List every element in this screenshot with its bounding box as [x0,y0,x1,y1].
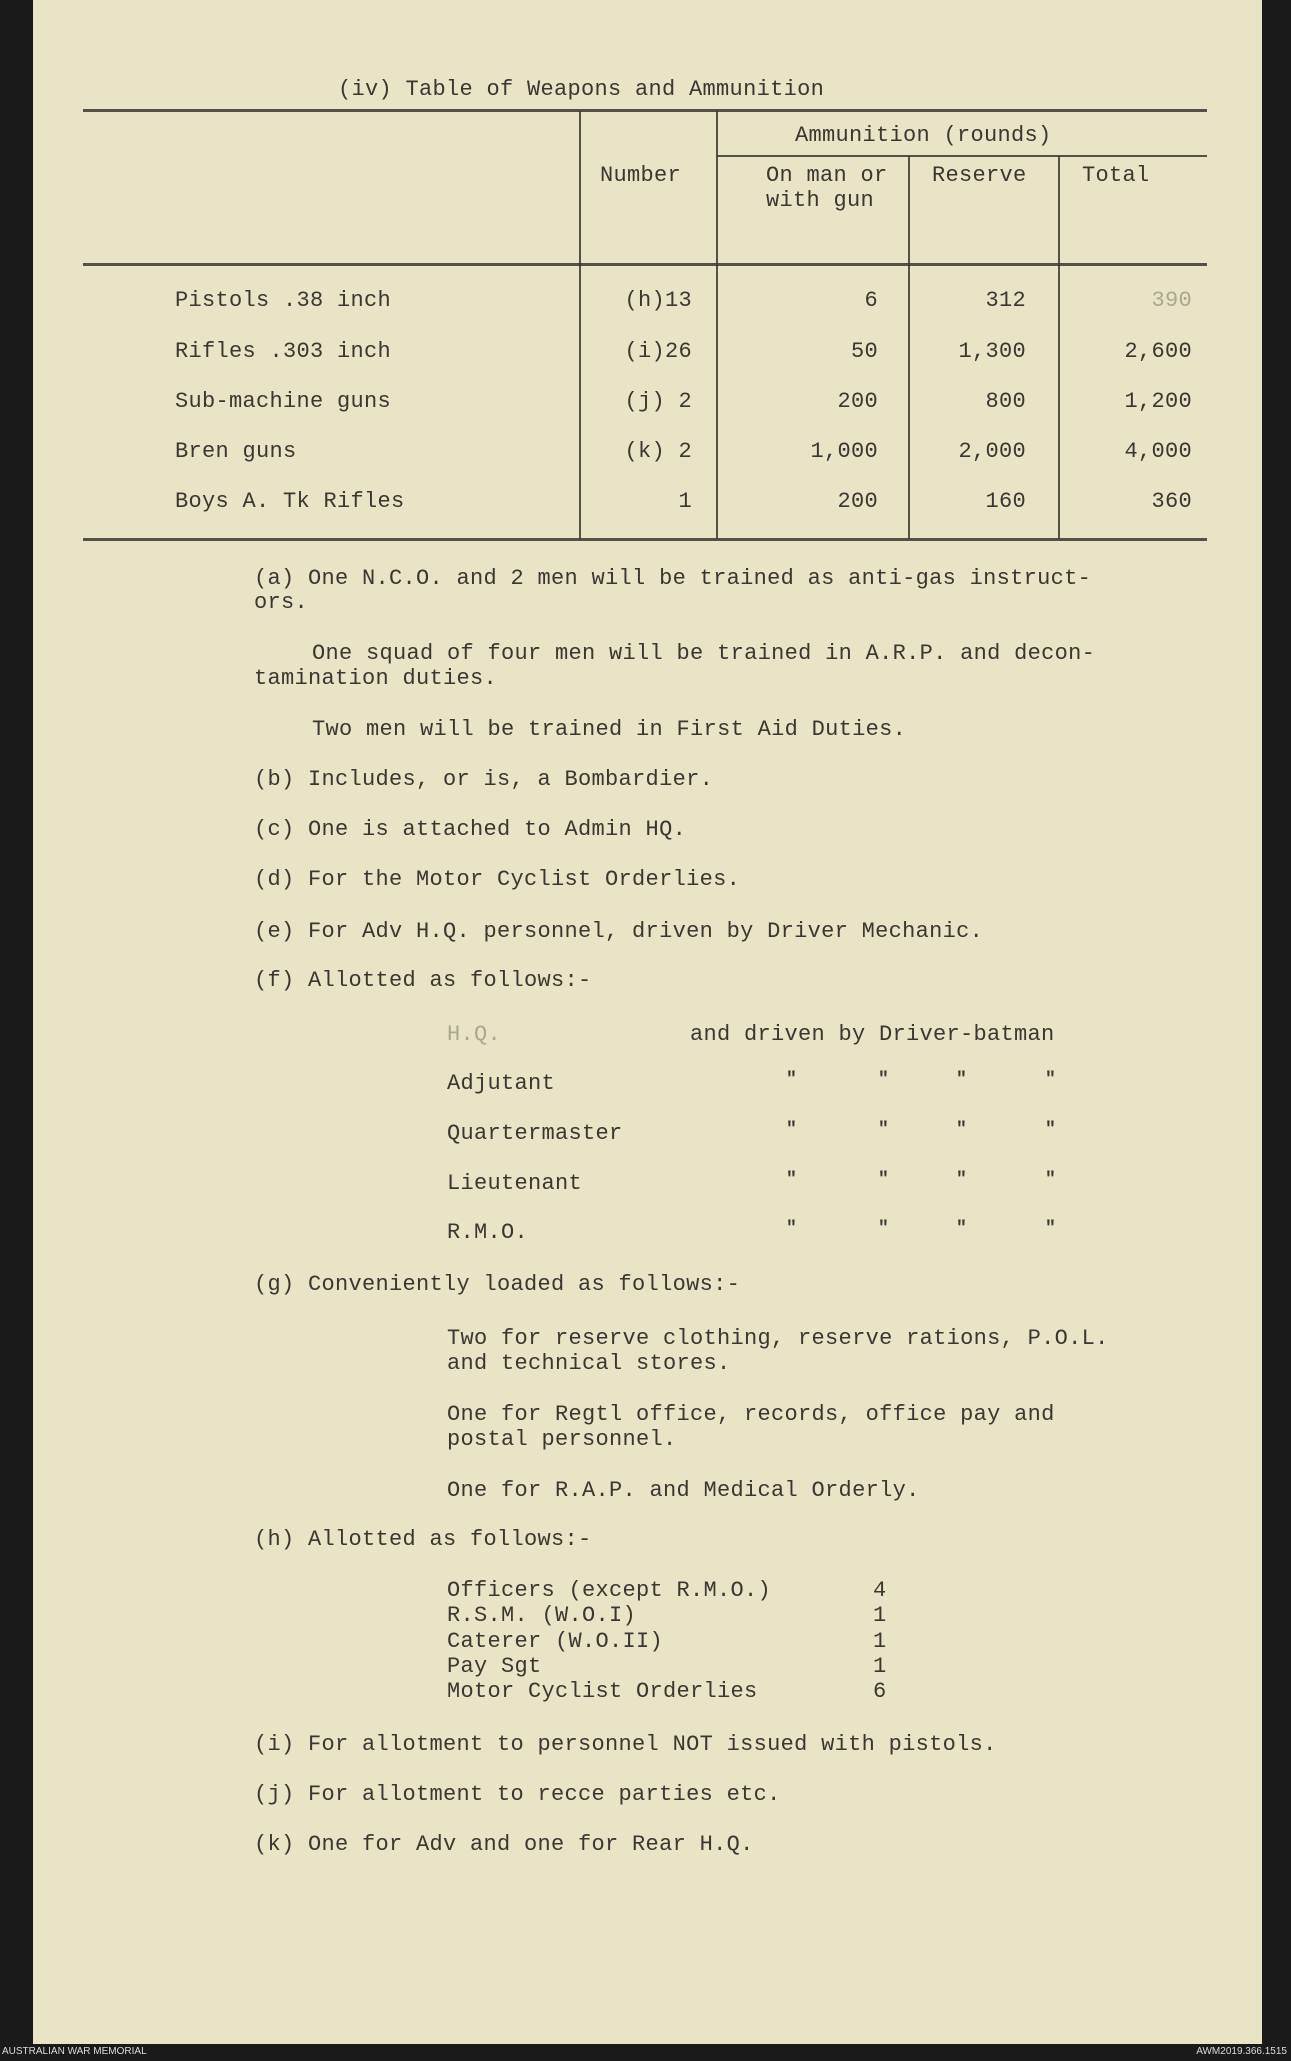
pistol-allotment-label: Caterer (W.O.II) [447,1628,664,1654]
note-g: (g) Conveniently loaded as follows:- [254,1272,741,1297]
allotment-item: Lieutenant [447,1171,583,1196]
pistol-allotment-count: 1 [873,1628,887,1654]
ditto-mark: " [1045,1170,1057,1190]
rounds-reserve: 312 [985,288,1026,313]
header-number: Number [600,163,682,188]
note-a-squad: One squad of four men will be trained in A.R.P. and decon- [312,641,1096,666]
rounds-total: 2,600 [1124,339,1192,364]
rounds-reserve: 2,000 [958,439,1026,464]
rounds-on-man: 200 [837,489,878,514]
note-b: (b) Includes, or is, a Bombardier. [254,767,714,792]
weapon-name: Pistols .38 inch [175,288,392,313]
ditto-mark: " [786,1170,798,1190]
note-a-squad-cont: tamination duties. [254,666,498,691]
note-g-line: One for R.A.P. and Medical Orderly. [447,1478,920,1503]
header-ammunition: Ammunition (rounds) [795,123,1052,148]
weapon-name: Rifles .303 inch [175,339,392,364]
col-divider [716,111,718,539]
ditto-mark: " [956,1219,968,1239]
pistol-allotment-count: 6 [873,1679,887,1705]
ditto-mark: " [786,1070,798,1090]
allotment-item: Adjutant [447,1071,556,1096]
weapon-name: Sub-machine guns [175,389,392,414]
weapon-name: Boys A. Tk Rifles [175,489,405,514]
rounds-total: 360 [1151,489,1192,514]
ditto-mark: " [786,1219,798,1239]
note-e: (e) For Adv H.Q. personnel, driven by Driver Mechanic. [254,919,984,944]
table-header-rule [83,263,1207,266]
weapon-number: (i)26 [624,339,692,364]
pistol-allotment-label: Motor Cyclist Orderlies [447,1679,758,1705]
ditto-mark: " [878,1219,890,1239]
note-i: (i) For allotment to personnel NOT issued with pistols. [254,1732,997,1757]
note-g-line: One for Regtl office, records, office pay and [447,1402,1055,1427]
pistol-allotment-label: R.S.M. (W.O.I) [447,1603,637,1629]
note-g-line: and technical stores. [447,1351,731,1376]
note-k: (k) One for Adv and one for Rear H.Q. [254,1832,754,1857]
ditto-mark: " [956,1070,968,1090]
header-total: Total [1082,163,1150,188]
note-a: (a) One N.C.O. and 2 men will be trained as anti-gas instruct- [254,566,1092,591]
table-rule-bottom [83,538,1207,541]
ditto-mark: " [878,1120,890,1140]
header-on-man: On man or [766,163,888,188]
rounds-total: 4,000 [1124,439,1192,464]
note-f-hq: H.Q. [447,1022,502,1047]
rounds-on-man: 6 [864,288,878,313]
note-c: (c) One is attached to Admin HQ. [254,817,687,842]
note-f: (f) Allotted as follows:- [254,968,592,993]
table-rule-top [83,109,1207,112]
ditto-mark: " [878,1070,890,1090]
ditto-mark: " [1045,1120,1057,1140]
weapon-number: (h)13 [624,288,692,313]
pistol-allotment-label: Pay Sgt [447,1653,542,1679]
note-h: (h) Allotted as follows:- [254,1527,592,1552]
ditto-mark: " [1045,1070,1057,1090]
header-with-gun: with gun [766,188,875,213]
note-a-cont: ors. [254,590,309,615]
col-divider [579,111,581,539]
pistol-allotment-count: 1 [873,1603,887,1629]
rounds-on-man: 200 [837,389,878,414]
note-d: (d) For the Motor Cyclist Orderlies. [254,867,741,892]
rounds-on-man: 50 [850,339,878,364]
rounds-reserve: 160 [985,489,1026,514]
allotment-item: R.M.O. [447,1220,529,1245]
rounds-total: 1,200 [1124,389,1192,414]
weapon-name: Bren guns [175,439,297,464]
footer-reference: AWM2019.366.1515 [1196,2046,1287,2057]
pistol-allotment-label: Officers (except R.M.O.) [447,1578,772,1603]
ditto-mark: " [1045,1219,1057,1239]
weapon-number: 1 [678,489,692,514]
ditto-mark: " [956,1170,968,1190]
rounds-reserve: 800 [985,389,1026,414]
ditto-mark: " [786,1120,798,1140]
note-f-driven: and driven by Driver-batman [690,1022,1055,1047]
note-a-first-aid: Two men will be trained in First Aid Duties. [312,717,907,742]
ammo-subheader-rule [717,155,1207,157]
allotment-item: Quartermaster [447,1121,623,1146]
pistol-allotment-count: 1 [873,1653,887,1679]
ditto-mark: " [878,1170,890,1190]
note-j: (j) For allotment to recce parties etc. [254,1782,781,1807]
rounds-total: 390 [1151,288,1192,313]
weapon-number: (k) 2 [624,439,692,464]
note-g-line: Two for reserve clothing, reserve rations, P.O.L. [447,1326,1109,1351]
pistol-allotment-count: 4 [873,1578,887,1603]
rounds-reserve: 1,300 [958,339,1026,364]
footer-archive: AUSTRALIAN WAR MEMORIAL [2,2046,147,2057]
note-g-line: postal personnel. [447,1427,677,1452]
weapon-number: (j) 2 [624,389,692,414]
header-reserve: Reserve [932,163,1027,188]
ditto-mark: " [956,1120,968,1140]
table-title: (iv) Table of Weapons and Ammunition [338,77,825,102]
rounds-on-man: 1,000 [810,439,878,464]
